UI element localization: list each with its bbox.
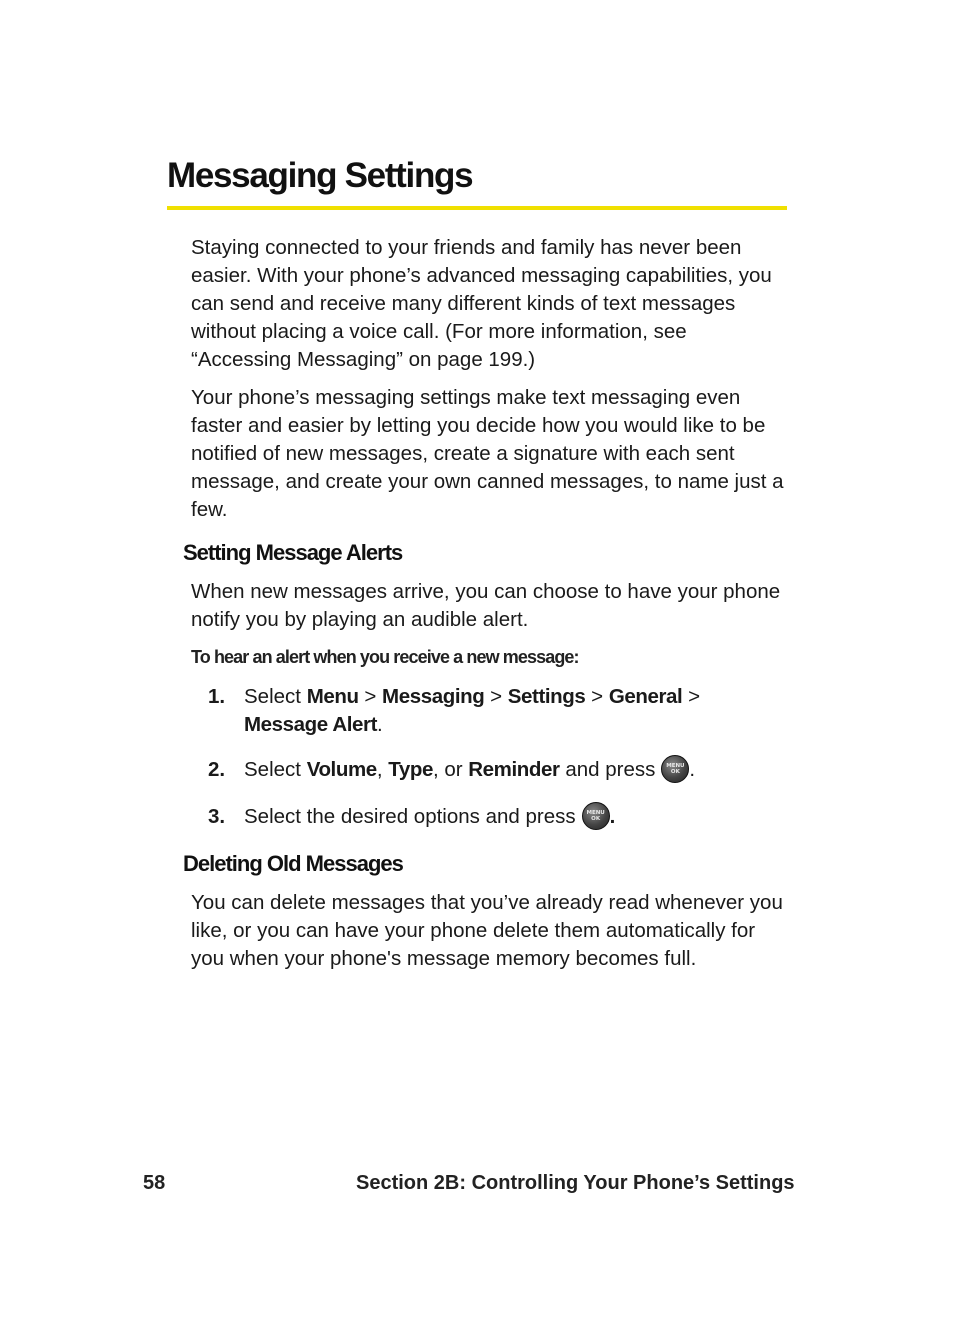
step-number: 1. (208, 685, 226, 708)
delete-body: You can delete messages that you’ve already read whenever you like, or you can have your phone delete them automatically for you when your phone's message memory becomes full. (191, 891, 783, 970)
page-title: Messaging Settings (167, 156, 473, 195)
step-number: 3. (208, 805, 226, 828)
alerts-instruction: To hear an alert when you receive a new message: (191, 647, 579, 667)
step-text: Select Menu > Messaging > Settings > General > Message Alert. (244, 685, 701, 736)
heading-setting-message-alerts: Setting Message Alerts (183, 540, 403, 565)
step-number: 2. (208, 758, 226, 781)
footer-section-title: Section 2B: Controlling Your Phone’s Settings (356, 1172, 795, 1194)
heading-deleting-old-messages: Deleting Old Messages (183, 851, 403, 876)
page-number: 58 (143, 1172, 166, 1194)
step-text: Select Volume, Type, or Reminder and press MENU OK . (244, 756, 764, 785)
title-underline (167, 206, 787, 210)
menu-ok-key-icon: MENU OK (661, 755, 689, 783)
intro-paragraph-1: Staying connected to your friends and family has never been easier. With your phone’s advanced messaging capabilities, you can send and receive many different kinds of text messages without placing a voice call. (For more information, see “Accessing Messaging” on page 199.) (191, 236, 772, 371)
menu-ok-key-icon: MENU OK (582, 802, 610, 830)
alerts-body: When new messages arrive, you can choose to have your phone notify you by playing an audible alert. (191, 580, 781, 631)
intro-paragraph-2: Your phone’s messaging settings make text messaging even faster and easier by letting you decide how you would like to be notified of new messages, create a signature with each sent message, and create your own canned messages, to name just a few. (191, 386, 784, 521)
step-text: Select the desired options and press MENU OK . (244, 803, 764, 832)
